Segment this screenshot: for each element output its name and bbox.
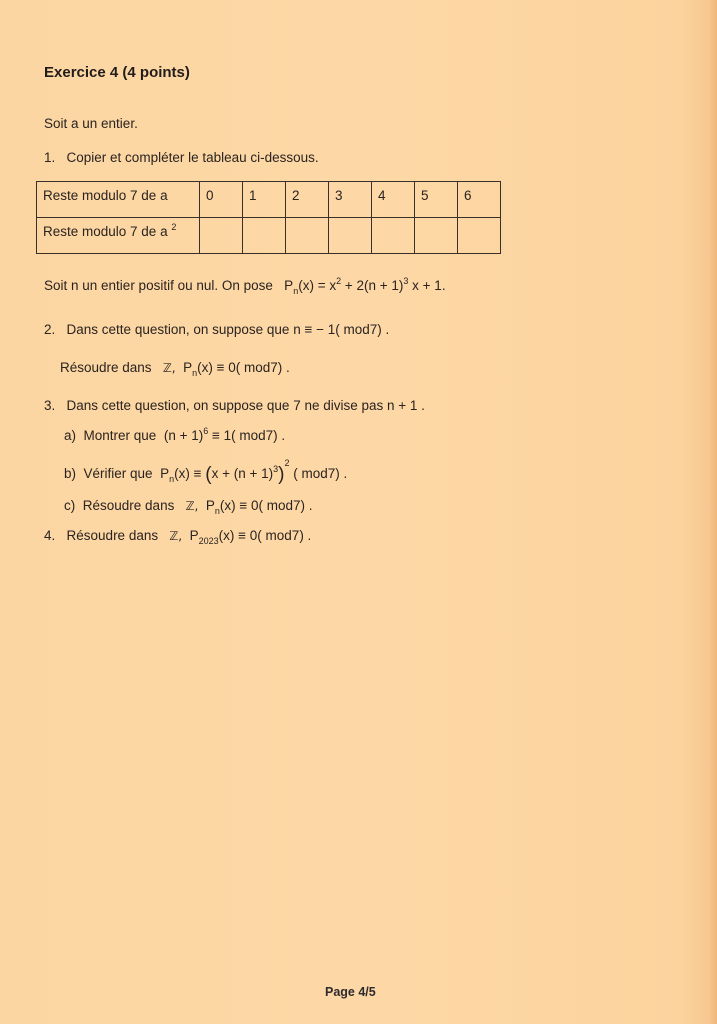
question-3b: b) Vérifier que $P_n(x) \equiv (x + (n + 1)^3)^2$ ( mod7) .: [64, 458, 348, 485]
table-cell: [200, 218, 243, 254]
intro-text: Soit a un entier.: [44, 116, 138, 131]
question-1: [44, 150, 319, 165]
table-cell: 4: [372, 182, 415, 218]
table-cell: [286, 218, 329, 254]
table-row: [37, 218, 501, 254]
page-edge-shadow: [709, 0, 717, 1024]
page-number: Page 4/5: [325, 985, 376, 999]
polynomial-definition: Soit n un entier positif ou nul. On pose $P_n(x) = x^2 + 2(n + 1)^3$ x + 1.: [44, 276, 446, 296]
table-cell: [329, 218, 372, 254]
table-cell: [458, 218, 501, 254]
integers-symbol: ℤ,: [162, 361, 176, 375]
table-cell: 6: [458, 182, 501, 218]
table-cell: 1: [243, 182, 286, 218]
question-number: 1.: [44, 150, 56, 165]
question-4: 4. Résoudre dans ℤ, $P_{2023}(x) \equiv 0$( mod7) .: [44, 528, 312, 546]
integers-symbol: ℤ,: [185, 499, 199, 513]
table-cell: 0: [200, 182, 243, 218]
table-cell: [415, 218, 458, 254]
question-3a: a) Montrer que $(n + 1)^6 \equiv 1$( mod7) .: [64, 426, 286, 443]
polynomial-formula: $P_n(x) = x^2 + 2(n + 1)^3$ x + 1.: [284, 276, 446, 296]
table-row: [37, 182, 501, 218]
question-text: Copier et compléter le tableau ci-dessous.: [66, 150, 319, 165]
table-cell: [243, 218, 286, 254]
question-3: 3. Dans cette question, on suppose que 7 ne divise pas n + 1 .: [44, 398, 425, 413]
table-cell: [372, 218, 415, 254]
modulo-table: [36, 181, 501, 254]
row-header: Reste modulo 7 de a $^2$: [37, 218, 200, 254]
exercise-title: Exercice 4 (4 points): [44, 64, 190, 81]
question-2-solve: Résoudre dans ℤ, $P_n(x) \equiv 0$( mod7) .: [60, 360, 290, 378]
row-header: Reste modulo 7 de a: [37, 182, 200, 218]
table-cell: 5: [415, 182, 458, 218]
table-cell: 3: [329, 182, 372, 218]
integers-symbol: ℤ,: [169, 529, 183, 543]
question-3c: c) Résoudre dans ℤ, $P_n(x) \equiv 0$( mod7) .: [64, 498, 313, 516]
table-cell: 2: [286, 182, 329, 218]
question-2: 2. Dans cette question, on suppose que n ≡ − 1( mod7) .: [44, 322, 390, 337]
